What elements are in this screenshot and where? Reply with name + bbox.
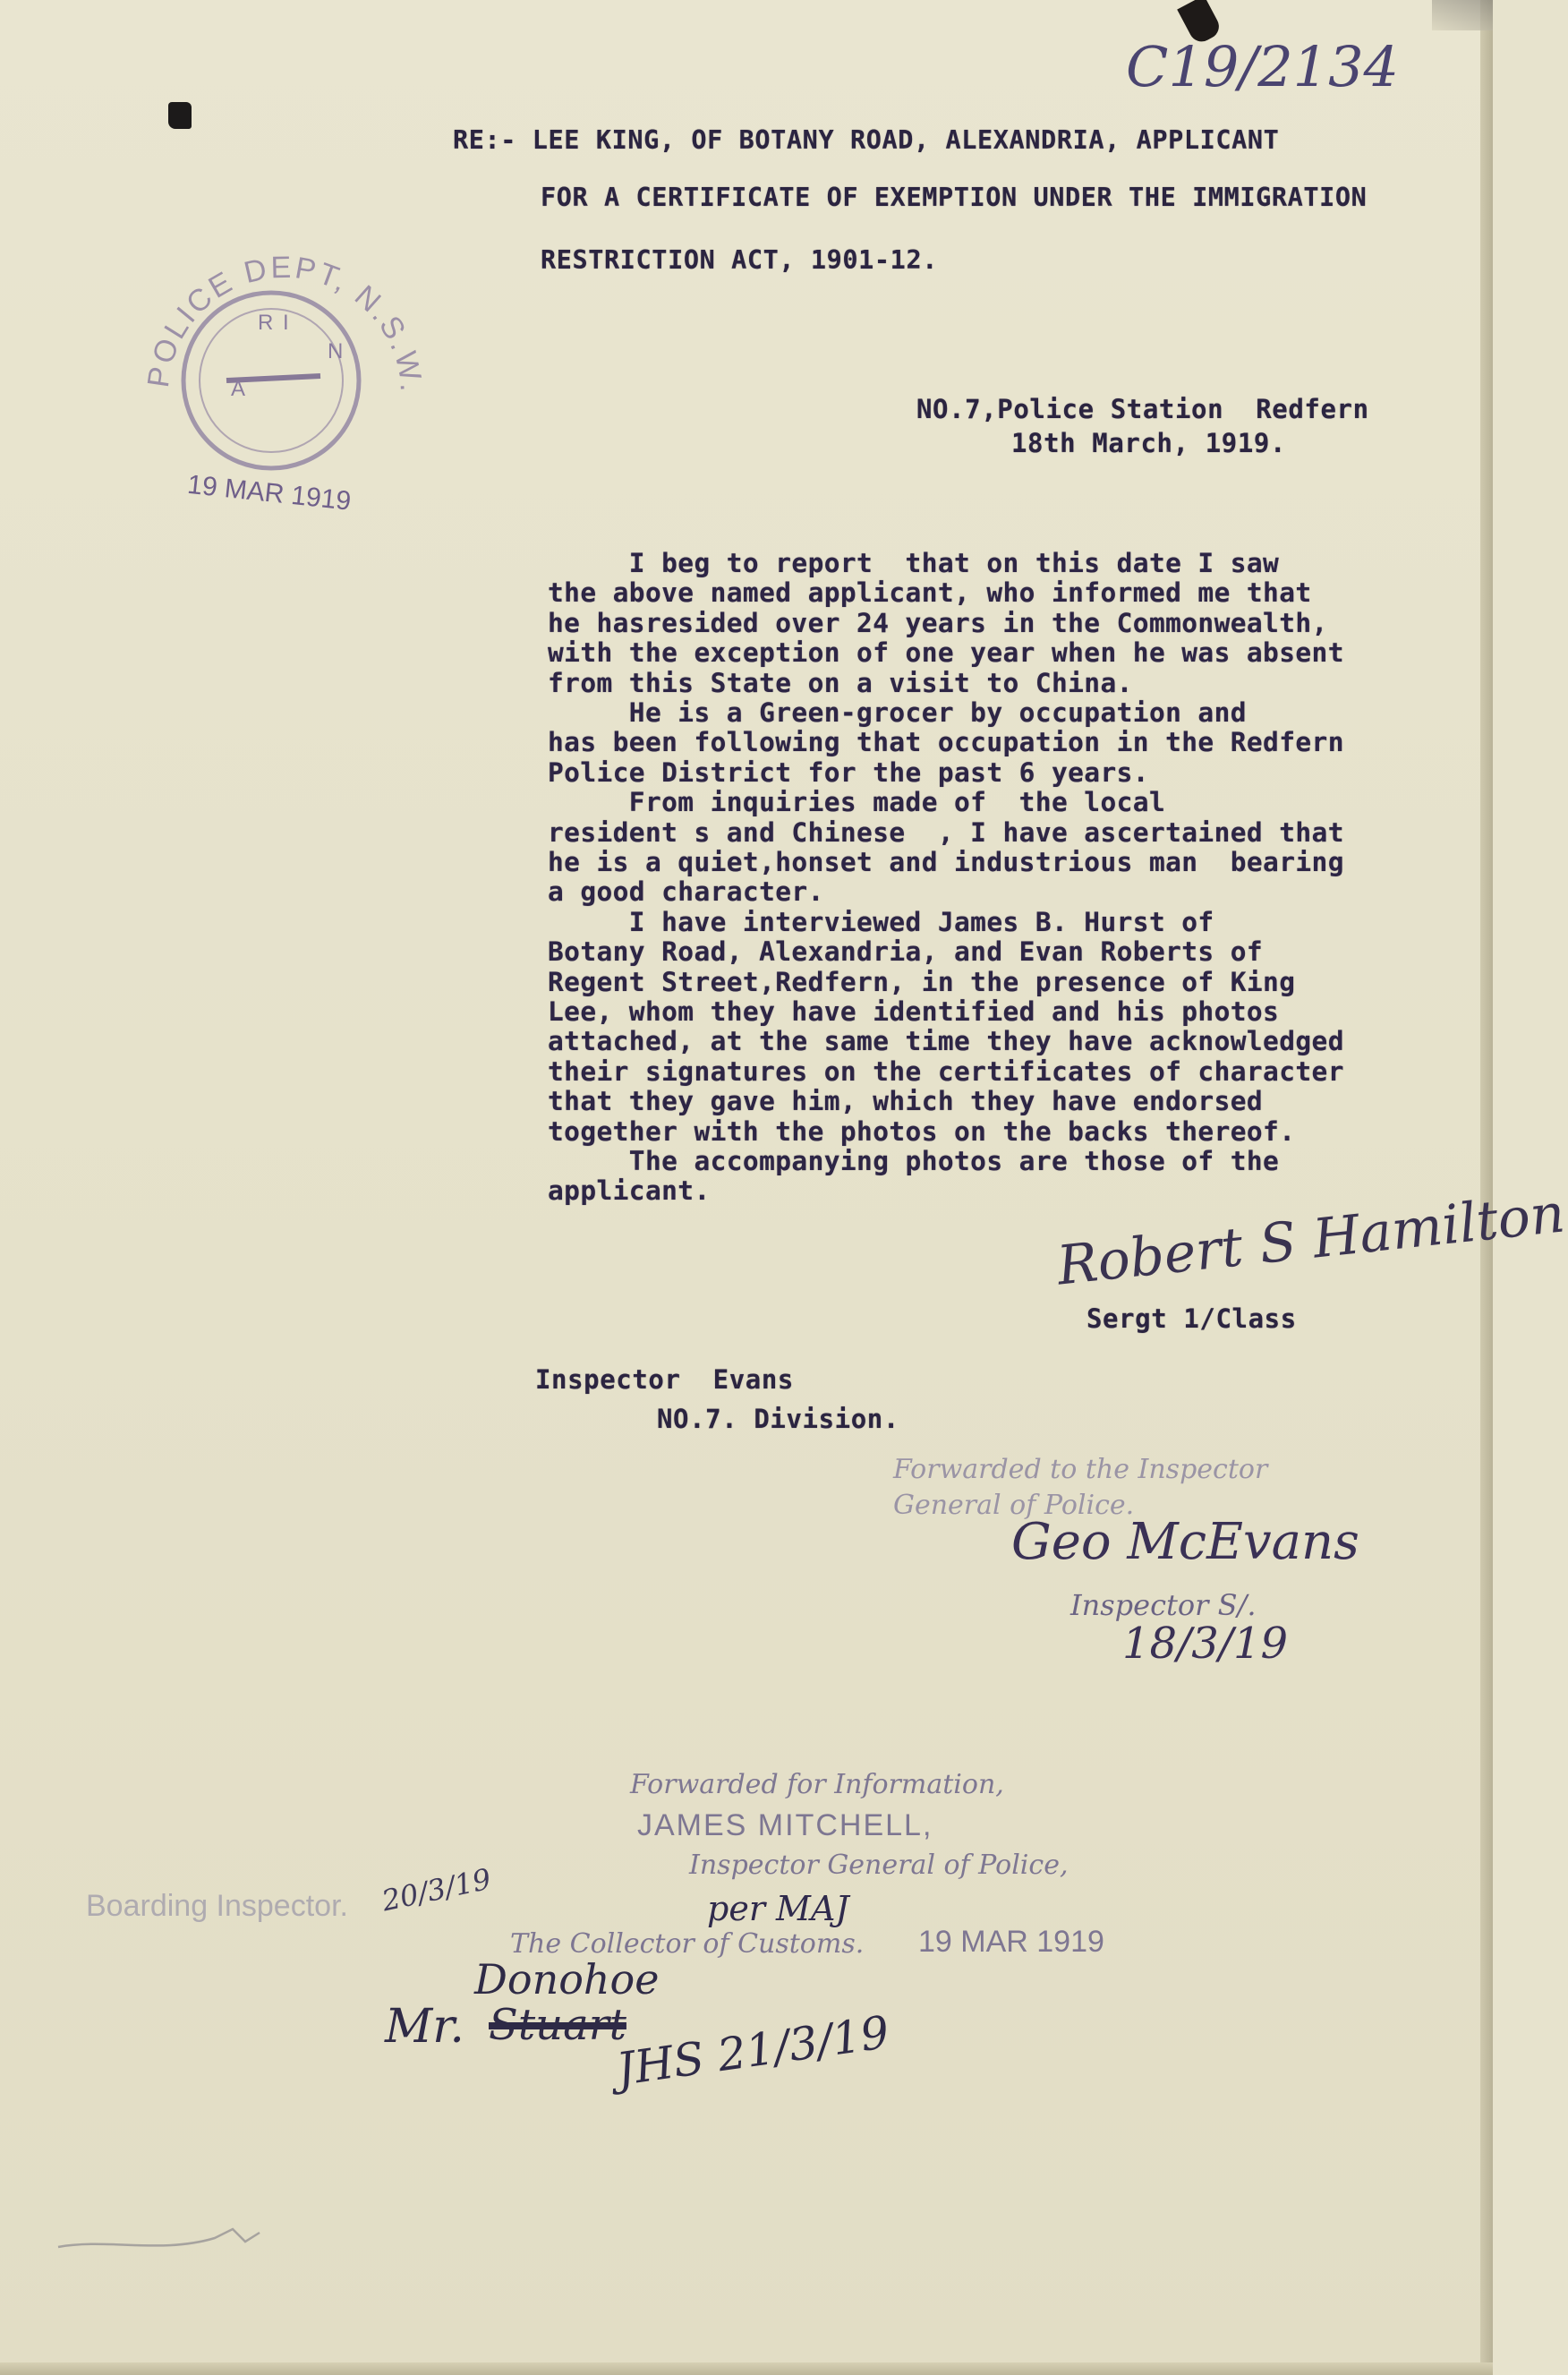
paper-edge-bottom bbox=[0, 2362, 1493, 2375]
report-line: with the exception of one year when he was absent bbox=[548, 637, 1344, 669]
pencil-scribble bbox=[54, 2211, 268, 2265]
inspector-signature: Geo McEvans bbox=[1011, 1513, 1359, 1571]
stamp-clock-letter-2: I bbox=[283, 311, 289, 335]
file-reference: C19/2134 bbox=[1126, 34, 1400, 99]
report-line: a good character. bbox=[548, 876, 824, 908]
handwritten-struck-name: Stuart bbox=[489, 2000, 626, 2050]
police-stamp-date: 19 MAR 1919 bbox=[185, 469, 353, 517]
heading-line-1: RE:- LEE KING, OF BOTANY ROAD, ALEXANDRIA, APPLICANT bbox=[453, 125, 1280, 155]
mitchell-stamp-line-4: The Collector of Customs. bbox=[510, 1928, 865, 1960]
forward-stamp-title: Inspector S/. bbox=[1070, 1588, 1257, 1622]
station-date: 18th March, 1919. bbox=[1011, 428, 1287, 458]
report-line: From inquiries made of the local bbox=[548, 787, 1166, 818]
stamp-clock-letter-3: A bbox=[231, 377, 246, 401]
heading-line-3: RESTRICTION ACT, 1901-12. bbox=[541, 245, 938, 275]
report-line: that they gave him, which they have endorsed bbox=[548, 1086, 1264, 1117]
addressee-line-1: Inspector Evans bbox=[535, 1364, 794, 1395]
stamp-clock-letter-1: R bbox=[258, 311, 274, 335]
report-line: I have interviewed James B. Hurst of bbox=[548, 906, 1214, 937]
boarding-inspector-stamp: Boarding Inspector. bbox=[86, 1889, 348, 1923]
mitchell-stamp-line-1: Forwarded for Information, bbox=[630, 1769, 1004, 1800]
sergeant-rank: Sergt 1/Class bbox=[1087, 1303, 1297, 1334]
page-corner-shadow bbox=[1432, 0, 1493, 30]
forward-stamp-line-2: General of Police. bbox=[893, 1490, 1135, 1521]
report-line: I beg to report that on this date I saw bbox=[548, 548, 1280, 578]
addressee-line-2: NO.7. Division. bbox=[657, 1404, 899, 1434]
report-line: Police District for the past 6 years. bbox=[548, 756, 1149, 788]
report-line: from this State on a visit to China. bbox=[548, 667, 1133, 698]
paper-edge-right bbox=[1480, 0, 1493, 2375]
report-line: applicant. bbox=[548, 1175, 711, 1207]
handwritten-initial-date: JHS 21/3/19 bbox=[613, 2005, 893, 2097]
mitchell-stamp-initials: per MAJ bbox=[707, 1889, 849, 1928]
heading-line-2: FOR A CERTIFICATE OF EXEMPTION UNDER THE IMMIGRATION bbox=[541, 183, 1368, 212]
report-line: he is a quiet,honset and industrious man bearing bbox=[548, 847, 1344, 877]
mitchell-stamp-line-2: JAMES MITCHELL, bbox=[637, 1808, 933, 1842]
report-line: resident s and Chinese , I have ascertained that bbox=[548, 816, 1344, 848]
report-line: Lee, whom they have identified and his photos bbox=[548, 996, 1280, 1027]
mitchell-stamp-line-3: Inspector General of Police, bbox=[689, 1850, 1069, 1881]
police-stamp-arc-text: POLICE DEPT, N.S.W. bbox=[141, 250, 429, 396]
forward-stamp-date: 18/3/19 bbox=[1122, 1619, 1289, 1669]
report-line: their signatures on the certificates of character bbox=[548, 1055, 1344, 1087]
report-line: together with the photos on the backs thereof. bbox=[548, 1115, 1296, 1147]
report-line: Regent Street,Redfern, in the presence of King bbox=[548, 966, 1296, 997]
report-line: He is a Green-grocer by occupation and bbox=[548, 697, 1247, 728]
handwritten-name-prefix: Mr. bbox=[385, 2000, 464, 2054]
report-line: The accompanying photos are those of the bbox=[548, 1146, 1280, 1176]
report-line: Botany Road, Alexandria, and Evan Roberts of bbox=[548, 936, 1264, 968]
report-line: attached, at the same time they have acknowledged bbox=[548, 1026, 1344, 1057]
punch-mark bbox=[168, 102, 192, 129]
stamp-clock-letter-4: N bbox=[328, 339, 344, 363]
police-dept-stamp bbox=[132, 242, 437, 528]
forward-stamp-line-1: Forwarded to the Inspector bbox=[893, 1454, 1268, 1485]
station-location: NO.7,Police Station Redfern bbox=[916, 394, 1369, 424]
report-line: he hasresided over 24 years in the Commonwealth, bbox=[548, 607, 1328, 638]
report-line: the above named applicant, who informed me that bbox=[548, 577, 1312, 609]
handwritten-name: Donohoe bbox=[474, 1955, 660, 2003]
report-line: has been following that occupation in the Redfern bbox=[548, 727, 1344, 758]
sergeant-signature: Robert S Hamilton bbox=[1053, 1182, 1568, 1298]
mitchell-stamp-date: 19 MAR 1919 bbox=[918, 1925, 1104, 1959]
boarding-inspector-note: 20/3/19 bbox=[379, 1861, 494, 1918]
